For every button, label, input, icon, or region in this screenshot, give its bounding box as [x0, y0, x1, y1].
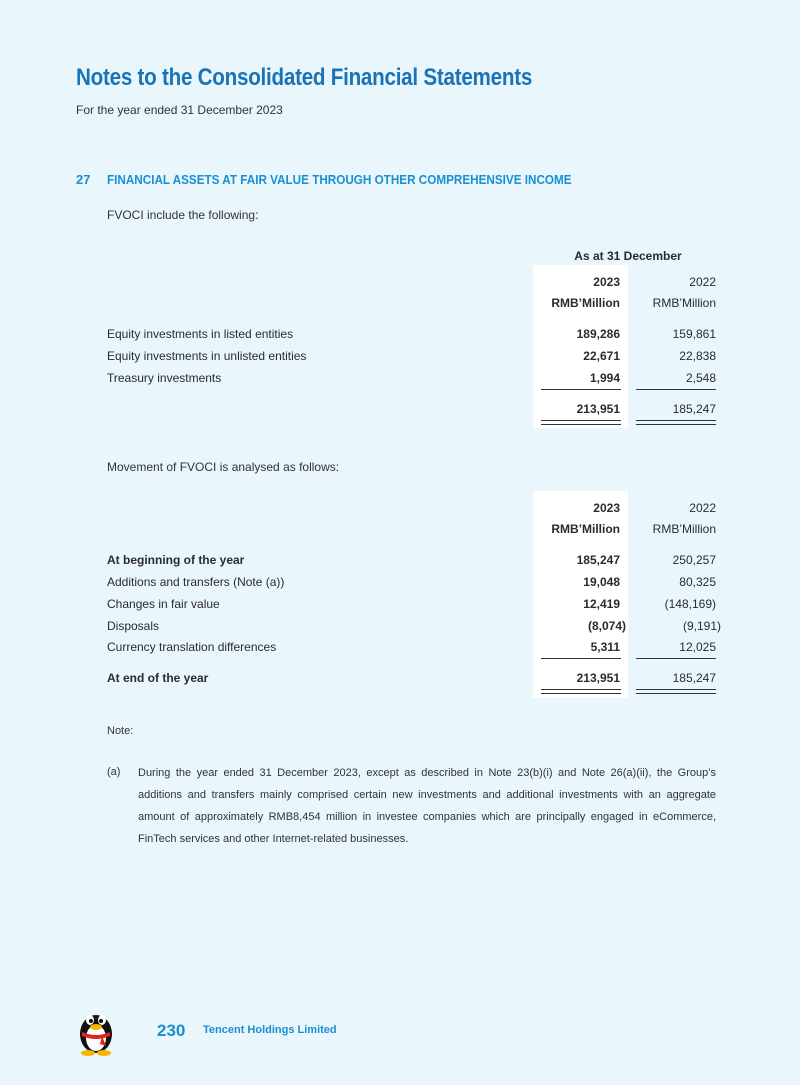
- table1-col-2022: 2022: [689, 275, 716, 289]
- table1-total-double-rule-2023: [541, 420, 621, 425]
- movement-row-label: Additions and transfers (Note (a)): [107, 575, 285, 589]
- table1-total-2022: 185,247: [672, 402, 716, 416]
- movement-row-2023: 19,048: [583, 575, 620, 589]
- movement-row-2023: 5,311: [590, 640, 620, 654]
- movement-row-label: Currency translation differences: [107, 640, 277, 654]
- table1-intro: FVOCI include the following:: [107, 208, 259, 222]
- movement-subtotal-rule-2022: [636, 658, 716, 659]
- table1-row-2022: 22,838: [679, 349, 716, 363]
- movement-end-2023: 213,951: [576, 671, 620, 685]
- movement-row-2022: 250,257: [672, 553, 716, 567]
- movement-unit-2022: RMB’Million: [652, 522, 716, 536]
- table1-row-2023: 1,994: [589, 371, 620, 385]
- movement-intro: Movement of FVOCI is analysed as follows:: [107, 460, 340, 474]
- section-title: FINANCIAL ASSETS AT FAIR VALUE THROUGH OTHER COMPREHENSIVE INCOME: [107, 172, 572, 187]
- table1-unit-2023: RMB’Million: [551, 296, 620, 310]
- movement-row-2022: (9,191): [682, 619, 721, 633]
- movement-unit-2023: RMB’Million: [551, 522, 620, 536]
- movement-row-2022: 80,325: [679, 575, 716, 589]
- table1-row-2022: 2,548: [685, 371, 716, 385]
- movement-end-2022: 185,247: [672, 671, 716, 685]
- movement-row-2023: 12,419: [583, 597, 620, 611]
- movement-row-2022: (148,169): [664, 597, 716, 611]
- table1-subtotal-rule-2023: [541, 389, 621, 390]
- page-subtitle: For the year ended 31 December 2023: [76, 103, 283, 117]
- table1-subtotal-rule-2022: [636, 389, 716, 390]
- movement-end-label: At end of the year: [107, 671, 209, 685]
- movement-col-2022: 2022: [689, 501, 716, 515]
- movement-end-double-rule-2022: [636, 689, 716, 694]
- table1-unit-2022: RMB’Million: [652, 296, 716, 310]
- movement-row-label: At beginning of the year: [107, 553, 245, 567]
- movement-row-2023: (8,074): [587, 619, 626, 633]
- movement-col-2023: 2023: [593, 501, 620, 515]
- movement-row-label: Disposals: [107, 619, 160, 633]
- table1-row-2023: 22,671: [583, 349, 620, 363]
- table1-span-header: As at 31 December: [574, 249, 682, 263]
- table1-row-label: Equity investments in unlisted entities: [107, 349, 307, 363]
- table1-row-label: Treasury investments: [107, 371, 222, 385]
- movement-row-2023: 185,247: [576, 553, 620, 567]
- movement-subtotal-rule-2023: [541, 658, 621, 659]
- table1-total-double-rule-2022: [636, 420, 716, 425]
- note-label: Note:: [107, 725, 134, 737]
- page-title: Notes to the Consolidated Financial Statements: [76, 64, 533, 91]
- table1-row-2023: 189,286: [576, 327, 620, 341]
- page-number: 230: [157, 1021, 186, 1040]
- table1-row-label: Equity investments in listed entities: [107, 327, 294, 341]
- movement-row-label: Changes in fair value: [107, 597, 220, 611]
- section-number: 27: [76, 172, 91, 187]
- table1-total-2023: 213,951: [576, 402, 620, 416]
- movement-row-2022: 12,025: [679, 640, 716, 654]
- table1-col-2023: 2023: [593, 275, 620, 289]
- movement-end-double-rule-2023: [541, 689, 621, 694]
- note-a-text: During the year ended 31 December 2023, except as described in Note 23(b)(i) and Note 26(a)(ii), the Group’s additions and transfers mainly comprised certain new investments and additional investments with an aggregate amount of approximately RMB8,454 million in investee companies which are principally engaged in eCommerce, FinTech services and other Internet-related businesses.: [138, 767, 716, 845]
- qq-penguin-icon: [76, 1004, 116, 1061]
- table1-row-2022: 159,861: [672, 327, 716, 341]
- company-name: Tencent Holdings Limited: [203, 1024, 337, 1036]
- note-a-marker: (a): [107, 766, 121, 778]
